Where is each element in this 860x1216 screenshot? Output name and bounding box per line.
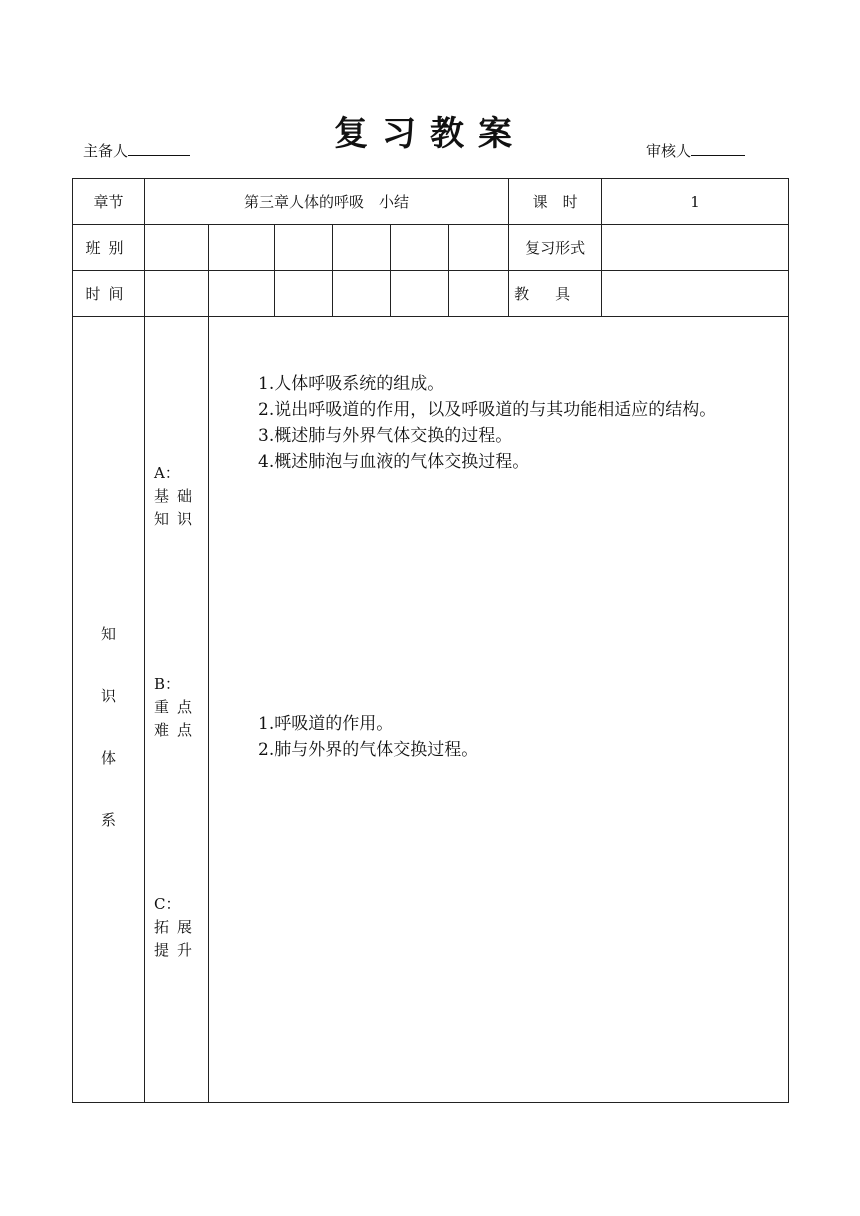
- part-a-item-2: 2.说出呼吸道的作用，以及呼吸道的与其功能相适应的结构。: [258, 400, 717, 420]
- section-char-3: 体: [100, 749, 116, 767]
- section-char-1: 知: [100, 625, 116, 643]
- chapter-row: [73, 179, 789, 225]
- class-cell-6: [449, 225, 509, 271]
- preparer-label: 主备人: [83, 142, 129, 160]
- time-cell-5: [391, 271, 449, 317]
- part-b-line1: 重点: [154, 698, 201, 716]
- part-a-line1: 基础: [154, 487, 201, 505]
- part-a-label: [145, 317, 208, 608]
- part-c-line2: 提升: [154, 941, 201, 959]
- time-cell-4: [333, 271, 391, 317]
- class-cell-2: [209, 225, 275, 271]
- review-form-value: [602, 225, 789, 271]
- part-b-content: [258, 711, 478, 763]
- page-title: 复习教案: [334, 114, 526, 154]
- knowledge-row: [73, 317, 789, 1103]
- part-b-item-1: 1.呼吸道的作用。: [258, 714, 394, 734]
- class-row: [73, 225, 789, 271]
- part-b-line2: 难点: [154, 721, 201, 739]
- class-cell-3: [275, 225, 333, 271]
- part-a-item-1: 1.人体呼吸系统的组成。: [258, 374, 445, 394]
- part-a-content: [258, 371, 716, 475]
- class-label: 班别: [73, 225, 145, 271]
- preparer-field: [83, 140, 190, 161]
- part-a-letter: A：: [154, 464, 180, 482]
- content-cell: [209, 317, 789, 1103]
- reviewer-label: 审核人: [646, 142, 692, 160]
- tools-value: [602, 271, 789, 317]
- time-cell-1: [145, 271, 209, 317]
- part-c-label: [145, 818, 208, 1098]
- part-b-label: [145, 608, 208, 818]
- chapter-label: 章节: [73, 179, 145, 225]
- time-row: [73, 271, 789, 317]
- part-b-item-2: 2.肺与外界的气体交换过程。: [258, 740, 479, 760]
- part-a-item-4: 4.概述肺泡与血液的气体交换过程。: [258, 452, 530, 472]
- time-cell-3: [275, 271, 333, 317]
- class-cell-1: [145, 225, 209, 271]
- part-a-line2: 知识: [154, 510, 201, 528]
- reviewer-field: [646, 140, 745, 161]
- sub-labels-cell: [145, 317, 209, 1103]
- chapter-value: 第三章人体的呼吸 小结: [145, 179, 509, 225]
- lesson-plan-table: [72, 178, 789, 1103]
- part-b-letter: B：: [154, 675, 181, 693]
- tools-label: 教具: [509, 271, 602, 317]
- time-label: 时间: [73, 271, 145, 317]
- preparer-blank: [128, 140, 190, 156]
- period-value: 1: [602, 179, 789, 225]
- section-char-4: 系: [100, 811, 116, 829]
- part-a-item-3: 3.概述肺与外界气体交换的过程。: [258, 426, 513, 446]
- reviewer-blank: [691, 140, 745, 156]
- knowledge-system-cell: [73, 317, 145, 1103]
- time-cell-2: [209, 271, 275, 317]
- part-c-line1: 拓展: [154, 918, 201, 936]
- class-cell-4: [333, 225, 391, 271]
- review-form-label: 复习形式: [509, 225, 602, 271]
- section-char-2: 识: [100, 687, 116, 705]
- class-cell-5: [391, 225, 449, 271]
- period-label: 课 时: [509, 179, 602, 225]
- time-cell-6: [449, 271, 509, 317]
- part-c-letter: C：: [154, 895, 181, 913]
